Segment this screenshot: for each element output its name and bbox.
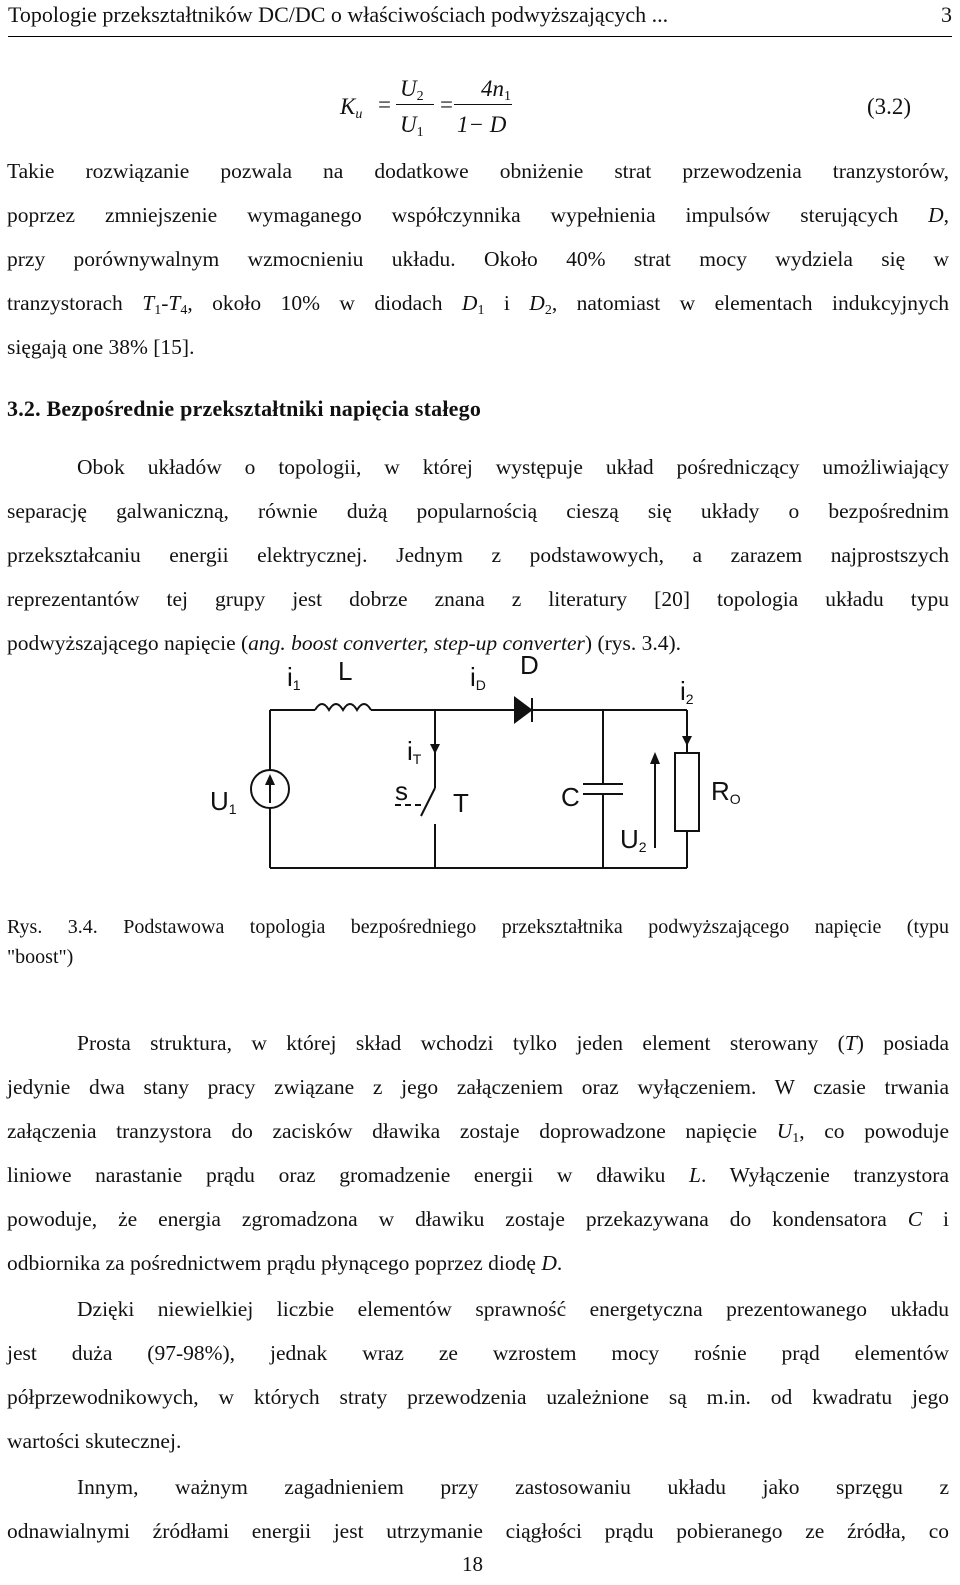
running-header	[8, 0, 952, 37]
p2-line-3: przekształcaniu energii elektrycznej. Jednym z podstawowych, a zarazem najprostszych	[7, 543, 949, 567]
u2-arrow-head	[650, 752, 660, 764]
p3-line-5: powoduje, że energia zgromadzona w dławiku zostaje przekazywana do kondensatora C i	[7, 1207, 949, 1231]
u1-arrow-head	[265, 774, 275, 785]
eq-den-1-d	[457, 112, 506, 138]
eq-num-u2: U	[400, 76, 417, 101]
eq-den-u1-sub: 1	[416, 125, 424, 140]
label-i1: $i_1$	[287, 662, 301, 693]
label-id: $i_D$	[470, 662, 486, 693]
p3-line-3: załączenia tranzystora do zacisków dławika zostaje doprowadzone napięcie $U_1$, co powoduje	[7, 1119, 949, 1146]
eq-den-u1: U	[400, 112, 417, 137]
equation-number: (3.2)	[867, 94, 912, 119]
p1-line-1: Takie rozwiązanie pozwala na dodatkowe obniżenie strat przewodzenia tranzystorów,	[7, 159, 949, 183]
p1-line-3: przy porównywalnym wzmocnieniu układu. Około 40% strat mocy wydziela się w	[7, 247, 949, 271]
p2-line-1: Obok układów o topologii, w której występuje układ pośredniczący umożliwiający	[77, 455, 949, 479]
paragraph-1	[7, 156, 949, 376]
eq-num-4n1: 4n	[481, 76, 504, 101]
p5-line-2: odnawialnymi źródłami energii jest utrzymanie ciągłości prądu pobieranego ze źródła, co	[7, 1519, 949, 1543]
diode-triangle	[515, 698, 531, 722]
p4-line-4: wartości skutecznej.	[7, 1429, 182, 1453]
p4-line-3: półprzewodnikowych, w których straty przewodzenia uzależnione są m.in. od kwadratu jego	[7, 1385, 949, 1409]
paragraph-3	[7, 1028, 949, 1292]
header-page-number: 3	[941, 2, 952, 27]
eq-fraction-line-1	[396, 104, 434, 105]
label-u1: $U_1$	[210, 786, 237, 817]
p3-line-2: jedynie dwa stany pracy związane z jego załączeniem oraz wyłączeniem. W czasie trwania	[7, 1075, 949, 1099]
label-transistor-t: T	[453, 788, 469, 818]
p2-line-2: separację galwaniczną, równie dużą popularnością cieszą się układy o bezpośrednim	[7, 499, 949, 523]
p3-line-4: liniowe narastanie prądu oraz gromadzenie energii w dławiku L. Wyłączenie tranzystora	[7, 1163, 949, 1187]
p4-line-2: jest duża (97-98%), jednak wraz ze wzrostem mocy rośnie prąd elementów	[7, 1341, 949, 1365]
p1-line-2: poprzez zmniejszenie wymaganego współczynnika wypełnienia impulsów sterujących D,	[7, 203, 949, 227]
eq-den-1-d-text: 1− D	[457, 112, 507, 137]
label-it: $i_T$	[407, 736, 422, 767]
eq-ku-sub: u	[355, 107, 363, 122]
i2-arrow-head	[682, 736, 692, 746]
label-capacitor-c: C	[561, 782, 580, 812]
p1-line-5: sięgają one 38% [15].	[7, 335, 195, 359]
p4-line-1: Dzięki niewielkiej liczbie elementów sprawność energetyczna prezentowanego układu	[77, 1297, 949, 1321]
p5-line-1: Innym, ważnym zagadnieniem przy zastosowaniu układu jako sprzęgu z	[77, 1475, 949, 1499]
label-i2: $i_2$	[680, 676, 694, 707]
eq-fraction-line-2	[454, 104, 512, 105]
figure-caption	[7, 913, 949, 973]
eq-equals-2: =	[440, 92, 453, 117]
caption-line-2: "boost")	[7, 946, 74, 968]
label-diode-d: D	[520, 650, 539, 680]
p3-line-6: odbiornika za pośrednictwem prądu płynącego poprzez diodę D.	[7, 1251, 563, 1275]
label-u2: $U_2$	[620, 824, 647, 855]
footer-page-number: 18	[462, 1552, 483, 1576]
eq-num-4n1-sub: 1	[504, 89, 511, 104]
header-title: Topologie przekształtników DC/DC o właściwościach podwyższających ...	[8, 2, 669, 27]
p2-line-5: podwyższającego napięcie (ang. boost converter, step-up converter) (rys. 3.4).	[7, 631, 682, 655]
it-arrow-head	[430, 744, 440, 754]
paragraph-5	[7, 1472, 949, 1560]
paragraph-4	[7, 1294, 949, 1470]
label-resistor-ro: $R_O$	[711, 776, 741, 807]
eq-ku: K	[340, 94, 356, 119]
transistor-switch-blade	[421, 788, 435, 816]
section-heading: 3.2. Bezpośrednie przekształtniki napięcia stałego	[7, 396, 482, 421]
paragraph-2	[7, 452, 949, 672]
caption-line-1: Rys. 3.4. Podstawowa topologia bezpośredniego przekształtnika podwyższającego napięcie (typu	[7, 916, 949, 938]
p1-line-4: tranzystorach $T_1-T_4$, około 10% w diodach $D_1$ i $D_2$, natomiast w elementach indukcyjnych	[7, 291, 949, 318]
p2-line-4: reprezentantów tej grupy jest dobrze znana z literatury [20] topologia układu typu	[7, 587, 949, 611]
label-switch-s: s	[395, 776, 408, 806]
inductor-coil	[315, 704, 371, 710]
boost-converter-schematic	[195, 650, 755, 880]
label-inductor-l: L	[338, 656, 353, 686]
equation-3-2	[340, 70, 960, 150]
p3-line-1: Prosta struktura, w której skład wchodzi tylko jeden element sterowany (T) posiada	[77, 1031, 949, 1055]
eq-num-u2-sub: 2	[416, 89, 424, 104]
eq-equals-1: =	[378, 92, 391, 117]
resistor-body	[675, 753, 699, 831]
